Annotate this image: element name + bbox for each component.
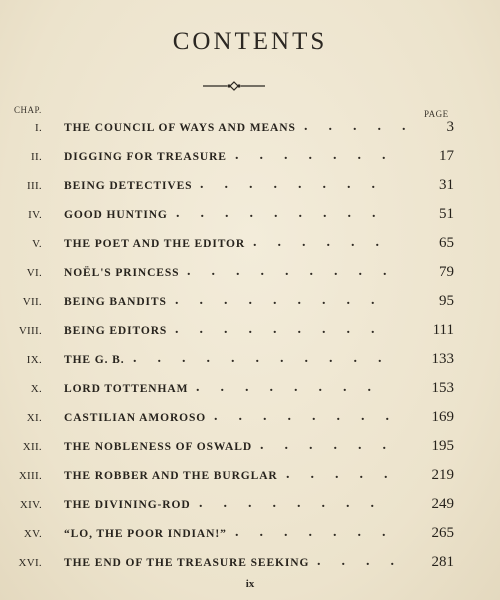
contents-entry (0, 377, 500, 406)
chapter-number: IX. (26, 354, 42, 366)
dot-leader: . . . . . . (260, 438, 386, 453)
chapter-number: IV. (28, 209, 42, 221)
dot-leader: . . . . . . . . . (175, 322, 375, 337)
chapter-number: XVI. (18, 557, 42, 569)
ornament-divider-icon (203, 80, 265, 92)
contents-entry (0, 551, 500, 580)
contents-entry (0, 203, 500, 232)
page-number: 169 (431, 409, 454, 425)
contents-entry (0, 319, 500, 348)
dot-leader: . . . . . . . . . (175, 293, 375, 308)
page-number: 31 (439, 177, 454, 193)
dot-leader: . . . . . . . . . (176, 206, 376, 221)
chapter-number: II. (31, 151, 42, 163)
page-title: CONTENTS (172, 28, 328, 55)
contents-entry (0, 435, 500, 464)
contents-entry (0, 464, 500, 493)
contents-entry (0, 290, 500, 319)
chapter-number: XII. (22, 441, 42, 453)
contents-entry (0, 522, 500, 551)
chapter-title: THE G. B. (64, 354, 125, 366)
chapter-title: DIGGING FOR TREASURE (64, 151, 227, 163)
dot-leader: . . . . . . . . . (187, 264, 387, 279)
dot-leader: . . . . . . . . (200, 177, 375, 192)
page-number: 153 (431, 380, 454, 396)
chapter-number: III. (27, 180, 42, 192)
chapter-number: VI. (26, 267, 42, 279)
page-number: 95 (439, 293, 454, 309)
chapter-title: BEING EDITORS (64, 325, 168, 337)
chapter-number: XV. (23, 528, 42, 540)
page-number: 281 (431, 554, 454, 570)
page-number: 195 (431, 438, 454, 454)
page-number: 79 (439, 264, 454, 280)
chapter-number: XIII. (18, 470, 42, 482)
chapter-number: X. (30, 383, 42, 395)
chapter-number: XIV. (19, 499, 42, 511)
chapter-title: THE POET AND THE EDITOR (64, 238, 246, 250)
contents-entry (0, 145, 500, 174)
dot-leader: . . . . . . . (235, 148, 386, 163)
chapter-title: THE NOBLENESS OF OSWALD (64, 441, 253, 453)
chapter-number: VII. (22, 296, 42, 308)
page-number: 249 (431, 496, 454, 512)
contents-entry (0, 261, 500, 290)
page-number: 133 (431, 351, 454, 367)
page-number: 219 (431, 467, 454, 483)
page-number: 3 (446, 119, 454, 135)
chapter-title: NOËL'S PRINCESS (64, 267, 180, 279)
contents-entry (0, 348, 500, 377)
chapter-title: THE COUNCIL OF WAYS AND MEANS (64, 122, 296, 134)
page-number: 51 (439, 206, 454, 222)
chapter-number: I. (34, 122, 42, 134)
page-number: 111 (432, 322, 454, 338)
chapter-number: XI. (26, 412, 42, 424)
chapter-title: GOOD HUNTING (64, 209, 168, 221)
chapter-title: “LO, THE POOR INDIAN!” (64, 528, 227, 540)
chapter-title: CASTILIAN AMOROSO (64, 412, 207, 424)
contents-entry (0, 116, 500, 145)
contents-list (0, 116, 500, 580)
chapter-title: BEING BANDITS (64, 296, 167, 308)
chapter-title: LORD TOTTENHAM (64, 383, 189, 395)
chapter-number: VIII. (18, 325, 42, 337)
dot-leader: . . . . . . . (235, 525, 386, 540)
dot-leader: . . . . . . . . (196, 380, 371, 395)
dot-leader: . . . . . (304, 119, 406, 134)
page-number: 265 (431, 525, 454, 541)
dot-leader: . . . . . . (253, 235, 379, 250)
dot-leader: . . . . . . . . (199, 496, 374, 511)
chapter-title: THE END OF THE TREASURE SEEKING (64, 557, 310, 569)
chapter-number: V. (32, 238, 42, 250)
dot-leader: . . . . . . . . (214, 409, 389, 424)
chapter-title: THE ROBBER AND THE BURGLAR (64, 470, 278, 482)
page-number: 65 (439, 235, 454, 251)
chapter-title: BEING DETECTIVES (64, 180, 193, 192)
dot-leader: . . . . . (286, 467, 388, 482)
page-column-header: PAGE (424, 109, 449, 119)
dot-leader: . . . . . . . . . . . (133, 351, 382, 366)
contents-entry (0, 406, 500, 435)
contents-entry (0, 232, 500, 261)
contents-entry (0, 174, 500, 203)
contents-entry (0, 493, 500, 522)
page-folio: ix (245, 578, 255, 590)
chapter-column-header: CHAP. (14, 105, 42, 115)
chapter-title: THE DIVINING-ROD (64, 499, 191, 511)
page-number: 17 (439, 148, 454, 164)
dot-leader: . . . . (317, 554, 394, 569)
